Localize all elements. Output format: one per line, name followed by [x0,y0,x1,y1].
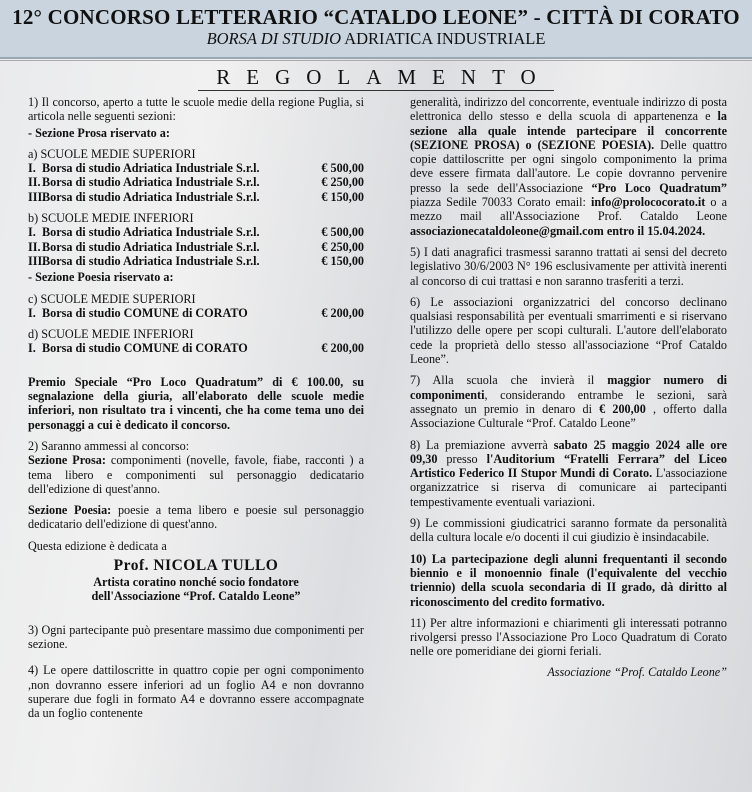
right-column [410,95,727,679]
prize-row: I. Borsa di studio Adriatica Industriale S.r.l. € 500,00 [28,225,364,240]
rule-11: 11) Per altre informazioni e chiarimenti gli interessati potranno rivolgersi presso l'Associazione Pro Loco Quadratum di Corato nelle ore pomeridiane dei giorni feriali. [410,615,727,659]
rule-10: 10) La partecipazione degli alunni frequentanti il secondo biennio e il monoennio finale (l'equivalente del vecchio triennio) della scuola secondaria di II grado, dà diritto al riconoscimento del credito formativo. [410,551,727,609]
category-d: d) SCUOLE MEDIE INFERIORI [28,327,194,342]
prosa-heading: - Sezione Prosa riservato a: [28,125,170,140]
dedication-intro: Questa edizione è dedicata a [28,538,167,553]
rule-9: 9) Le commissioni giudicatrici saranno formate da personalità della cultura locale e/o docenti il cui giudizio è insindacabile. [410,516,727,545]
subtitle-italic: BORSA DI STUDIO [206,29,341,48]
page-header [0,0,752,59]
rule-4: 4) Le opere dattiloscritte in quattro copie per ogni componimento ,non dovranno essere inferiori ad un foglio A4 e non dovranno superare due fogli in formato A4 e dovranno essere accompagnate da un foglio contenente [28,663,364,721]
prize-row: II. Borsa di studio Adriatica Industriale S.r.l. € 250,00 [28,239,364,254]
signature: Associazione “Prof. Cataldo Leone” [547,664,727,679]
prize-row: III. Borsa di studio Adriatica Industriale S.r.l. € 150,00 [28,253,364,268]
prize-row: I. Borsa di studio Adriatica Industriale S.r.l. € 500,00 [28,161,364,176]
category-b: b) SCUOLE MEDIE INFERIORI [28,211,194,226]
prize-row: I. Borsa di studio COMUNE di CORATO € 200,00 [28,305,364,320]
rule-3: 3) Ogni partecipante può presentare massimo due componimenti per sezione. [28,622,364,651]
page-subtitle [0,29,752,49]
special-prize: Premio Speciale “Pro Loco Quadratum” di € 100.00, su segnalazione della giuria, all'elaborato delle scuole medie inferiori, non risultato tra i vincenti, che ha come tema uno dei personaggi a cui è dedicato il concorso. [28,374,364,432]
rule-8: 8) La premiazione avverrà sabato 25 maggio 2024 alle ore 09,30 presso l'Auditorium “Fratelli Ferrara” del Liceo Artistico Federico II Stupor Mundi di Corato. L'associazione organizzatrice si riserva di comunicare ai partecipanti tempestivamente eventuali variazioni. [410,437,727,509]
subtitle-sponsor: ADRIATICA INDUSTRIALE [344,29,546,48]
honoree-name: Prof. NICOLA TULLO [113,557,279,575]
rule-2: 2) Saranno ammessi al concorso: [28,438,190,453]
left-column [28,95,364,720]
prize-row: II. Borsa di studio Adriatica Industriale S.r.l. € 250,00 [28,175,364,190]
page-title: 12° CONCORSO LETTERARIO “CATALDO LEONE” - CITTÀ DI CORATO [12,5,740,29]
honoree-association: dell'Associazione “Prof. Cataldo Leone” [91,589,301,604]
rule-4-continued: generalità, indirizzo del concorrente, eventuale indirizzo di posta elettronica dello stesso e della scuola di appartenenza e la sezione alla quale intende partecipare il concorrente (SEZIONE PROSA) o (SEZIONE POESIA). Delle quattro copie dattiloscritte per ogni singolo componimento la prima deve essere firmata dall'autore. Le copie dovranno pervenire presso la sede dell'Associazione “Pro Loco Quadratum” piazza Sedile 70033 Corato email: info@prolococorato.it o a mezzo mail all'Associazione Prof. Cataldo Leone associazionecataldoleone@gmail.com entro il 15.04.2024. [410,95,727,238]
category-c: c) SCUOLE MEDIE SUPERIORI [28,291,196,306]
category-a-rows [28,161,364,204]
prosa-description: Sezione Prosa: componimenti (novelle, favole, fiabe, racconti ) a tema libero e componimenti sul personaggio dedicatario dell'edizione di quest'anno. [28,453,365,496]
poesia-heading: - Sezione Poesia riservato a: [28,270,174,285]
honoree-description: Artista coratino nonché socio fondatore [93,575,299,590]
category-b-rows [28,225,364,268]
poesia-description: Sezione Poesia: poesie a tema libero e poesie sul personaggio dedicatario dell'edizione di quest'anno. [28,503,364,532]
rule-1: 1) Il concorso, aperto a tutte le scuole medie della regione Puglia, si articola nelle seguenti sezioni: [28,95,364,124]
prize-row: III. Borsa di studio Adriatica Industriale S.r.l. € 150,00 [28,189,364,204]
section-title: REGOLAMENTO [0,64,752,91]
category-a: a) SCUOLE MEDIE SUPERIORI [28,146,196,161]
divider [0,60,752,61]
rule-6: 6) Le associazioni organizzatrici del concorso declinano qualsiasi responsabilità per eventuali smarrimenti e si riservano l'utilizzo delle opere per scopi culturali. L'autore dell'elaborato cede la proprietà dello stesso all'associazione “Prof Cataldo Leone”. [410,294,727,367]
rule-5: 5) I dati anagrafici trasmessi saranno trattati ai sensi del decreto legislativo 30/6/2003 N° 196 esclusivamente per attività inerenti al concorso di cui trattasi e non saranno trasferiti a terzi. [410,244,727,288]
rule-7: 7) Alla scuola che invierà il maggior numero di componimenti, considerando entrambe le sezioni, sarà assegnato un premio in denaro di € 200,00 , offerto dalla Associazione Culturale “Prof. Cataldo Leone” [410,373,727,431]
prize-row: I. Borsa di studio COMUNE di CORATO € 200,00 [28,341,364,356]
